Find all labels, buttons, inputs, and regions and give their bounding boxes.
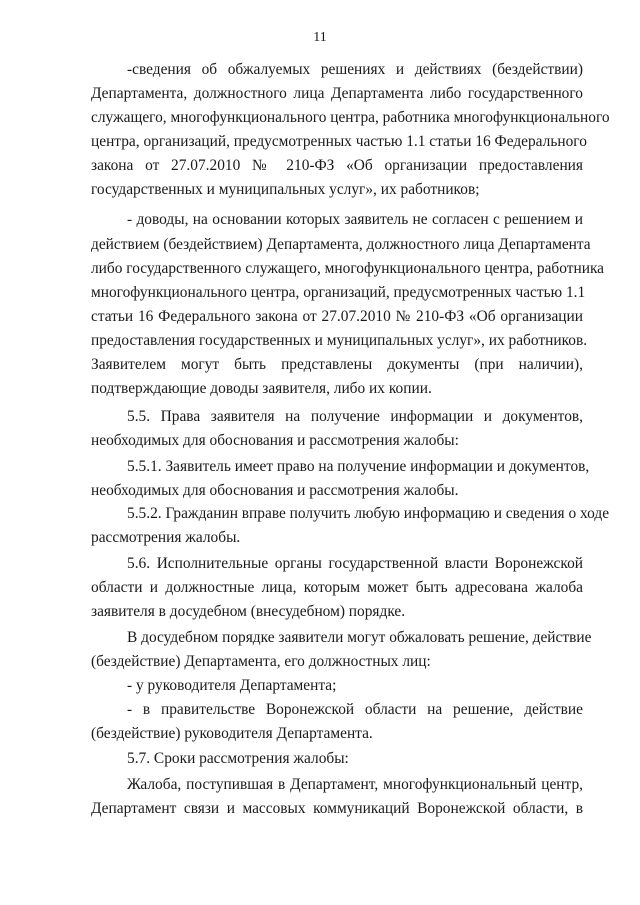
text-line: Департамента, должностного лица Департамента либо государственного bbox=[91, 85, 583, 102]
text-line: необходимых для обоснования и рассмотрения жалобы: bbox=[91, 432, 459, 449]
text-line: многофункционального центра, организаций, предусмотренных частью 1.1 bbox=[91, 284, 586, 301]
text-line: либо государственного служащего, многофункционального центра, работника bbox=[91, 260, 605, 277]
text-line: закона от 27.07.2010 № 210-ФЗ «Об организации предоставления bbox=[91, 157, 583, 174]
text-line: Заявителем могут быть представлены документы (при наличии), bbox=[91, 356, 583, 373]
text-line: 5.5.2. Гражданин вправе получить любую информацию и сведения о ходе bbox=[127, 505, 610, 522]
text-line: Департамент связи и массовых коммуникаций Воронежской области, в bbox=[91, 800, 583, 817]
text-line: 5.6. Исполнительные органы государственной власти Воронежской bbox=[127, 555, 583, 572]
text-line: необходимых для обоснования и рассмотрения жалобы. bbox=[91, 482, 459, 499]
text-line: статьи 16 Федерального закона от 27.07.2010 № 210-ФЗ «Об организации bbox=[91, 308, 583, 325]
text-line: подтверждающие доводы заявителя, либо их копии. bbox=[91, 380, 432, 397]
text-line: служащего, многофункционального центра, работника многофункционального bbox=[91, 109, 610, 126]
text-line: действием (бездействием) Департамента, должностного лица Департамента bbox=[91, 236, 591, 253]
text-line: В досудебном порядке заявители могут обжаловать решение, действие bbox=[127, 629, 592, 646]
text-line: 5.7. Сроки рассмотрения жалобы: bbox=[127, 750, 349, 767]
text-line: - у руководителя Департамента; bbox=[127, 677, 337, 694]
text-line: рассмотрения жалобы. bbox=[91, 529, 241, 546]
text-line: - в правительстве Воронежской области на решение, действие bbox=[127, 701, 583, 718]
text-line: Жалоба, поступившая в Департамент, многофункциональный центр, bbox=[127, 776, 583, 793]
text-line: области и должностные лица, которым может быть адресована жалоба bbox=[91, 579, 583, 596]
text-line: 5.5. Права заявителя на получение информации и документов, bbox=[127, 408, 583, 425]
text-line: государственных и муниципальных услуг», их работников; bbox=[91, 181, 480, 198]
text-line: -сведения об обжалуемых решениях и действиях (бездействии) bbox=[127, 61, 583, 78]
text-line: 5.5.1. Заявитель имеет право на получение информации и документов, bbox=[127, 458, 590, 475]
text-line: (бездействие) руководителя Департамента. bbox=[91, 725, 373, 742]
text-line: - доводы, на основании которых заявитель не согласен с решением и bbox=[127, 211, 583, 228]
text-line: центра, организаций, предусмотренных частью 1.1 статьи 16 Федерального bbox=[91, 133, 587, 150]
text-line: заявителя в досудебном (внесудебном) порядке. bbox=[91, 603, 406, 620]
text-line: предоставления государственных и муниципальных услуг», их работников. bbox=[91, 332, 588, 349]
page-number: 11 bbox=[313, 30, 327, 45]
text-line: (бездействие) Департамента, его должностных лиц: bbox=[91, 653, 431, 670]
